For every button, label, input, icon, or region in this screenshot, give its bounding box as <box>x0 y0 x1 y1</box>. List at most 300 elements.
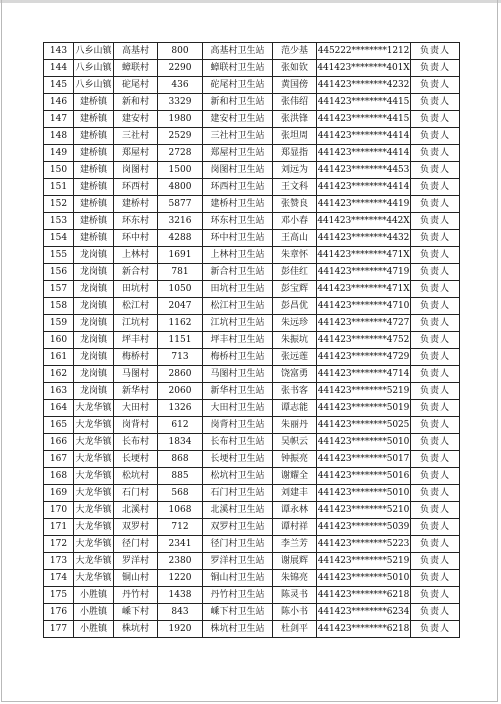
person-name-cell: 王高山 <box>273 230 317 247</box>
row-number: 166 <box>44 434 74 451</box>
role-cell: 负责人 <box>411 315 460 332</box>
population-cell: 1151 <box>158 332 203 349</box>
role-cell: 负责人 <box>411 77 460 94</box>
population-cell: 2860 <box>158 366 203 383</box>
village-cell: 丹竹村 <box>114 587 158 604</box>
village-cell: 建桥村 <box>114 196 158 213</box>
town-cell: 龙岗镇 <box>74 315 114 332</box>
table-row <box>44 230 460 247</box>
town-cell: 八乡山镇 <box>74 43 114 60</box>
town-cell: 八乡山镇 <box>74 60 114 77</box>
village-cell: 环东村 <box>114 213 158 230</box>
population-cell: 5877 <box>158 196 203 213</box>
table-row <box>44 553 460 570</box>
row-number: 148 <box>44 128 74 145</box>
village-cell: 大田村 <box>114 400 158 417</box>
row-number: 149 <box>44 145 74 162</box>
table-row <box>44 77 460 94</box>
clinic-name-cell: 新合村卫生站 <box>203 264 273 281</box>
population-cell: 3216 <box>158 213 203 230</box>
role-cell: 负责人 <box>411 213 460 230</box>
row-number: 175 <box>44 587 74 604</box>
clinic-name-cell: 坪丰村卫生站 <box>203 332 273 349</box>
id-number-cell: 441423********471X <box>317 247 411 264</box>
town-cell: 八乡山镇 <box>74 77 114 94</box>
village-cell: 长布村 <box>114 434 158 451</box>
population-cell: 612 <box>158 417 203 434</box>
village-cell: 松坑村 <box>114 468 158 485</box>
population-cell: 843 <box>158 604 203 621</box>
id-number-cell: 441423********5017 <box>317 451 411 468</box>
person-name-cell: 黄国傍 <box>273 77 317 94</box>
role-cell: 负责人 <box>411 264 460 281</box>
village-cell: 铜山村 <box>114 570 158 587</box>
table-row <box>44 502 460 519</box>
population-cell: 1220 <box>158 570 203 587</box>
id-number-cell: 445222********1212 <box>317 43 411 60</box>
village-cell: 新和村 <box>114 94 158 111</box>
role-cell: 负责人 <box>411 162 460 179</box>
village-cell: 双罗村 <box>114 519 158 536</box>
village-cell: 坪丰村 <box>114 332 158 349</box>
table-row <box>44 281 460 298</box>
person-name-cell: 郑显指 <box>273 145 317 162</box>
row-number: 165 <box>44 417 74 434</box>
row-number: 159 <box>44 315 74 332</box>
clinic-name-cell: 上林村卫生站 <box>203 247 273 264</box>
town-cell: 建桥镇 <box>74 94 114 111</box>
person-name-cell: 王文科 <box>273 179 317 196</box>
town-cell: 大龙华镇 <box>74 502 114 519</box>
role-cell: 负责人 <box>411 434 460 451</box>
row-number: 164 <box>44 400 74 417</box>
role-cell: 负责人 <box>411 43 460 60</box>
id-number-cell: 441423********6218 <box>317 587 411 604</box>
village-cell: 径门村 <box>114 536 158 553</box>
village-cell: 新合村 <box>114 264 158 281</box>
person-name-cell: 刘建丰 <box>273 485 317 502</box>
town-cell: 建桥镇 <box>74 196 114 213</box>
role-cell: 负责人 <box>411 332 460 349</box>
table-row <box>44 383 460 400</box>
village-cell: 北溪村 <box>114 502 158 519</box>
village-cell: 江坑村 <box>114 315 158 332</box>
row-number: 157 <box>44 281 74 298</box>
person-name-cell: 张如钦 <box>273 60 317 77</box>
table-row <box>44 179 460 196</box>
village-cell: 新华村 <box>114 383 158 400</box>
role-cell: 负责人 <box>411 400 460 417</box>
row-number: 144 <box>44 60 74 77</box>
town-cell: 大龙华镇 <box>74 451 114 468</box>
id-number-cell: 441423********4719 <box>317 264 411 281</box>
clinic-name-cell: 石门村卫生站 <box>203 485 273 502</box>
row-number: 145 <box>44 77 74 94</box>
town-cell: 建桥镇 <box>74 213 114 230</box>
village-cell: 环中村 <box>114 230 158 247</box>
population-cell: 2529 <box>158 128 203 145</box>
town-cell: 小胜镇 <box>74 587 114 604</box>
town-cell: 大龙华镇 <box>74 553 114 570</box>
table-row <box>44 604 460 621</box>
person-name-cell: 张坦周 <box>273 128 317 145</box>
person-name-cell: 谢展辉 <box>273 553 317 570</box>
roster-body <box>44 43 460 638</box>
town-cell: 大龙华镇 <box>74 417 114 434</box>
clinic-name-cell: 田坑村卫生站 <box>203 281 273 298</box>
clinic-name-cell: 环中村卫生站 <box>203 230 273 247</box>
clinic-name-cell: 株坑村卫生站 <box>203 621 273 638</box>
row-number: 163 <box>44 383 74 400</box>
town-cell: 小胜镇 <box>74 621 114 638</box>
role-cell: 负责人 <box>411 451 460 468</box>
clinic-name-cell: 松江村卫生站 <box>203 298 273 315</box>
role-cell: 负责人 <box>411 94 460 111</box>
person-name-cell: 钟振亮 <box>273 451 317 468</box>
population-cell: 1050 <box>158 281 203 298</box>
clinic-name-cell: 蟑联村卫生站 <box>203 60 273 77</box>
role-cell: 负责人 <box>411 366 460 383</box>
row-number: 151 <box>44 179 74 196</box>
table-row <box>44 162 460 179</box>
id-number-cell: 441423********5010 <box>317 485 411 502</box>
clinic-name-cell: 丹竹村卫生站 <box>203 587 273 604</box>
table-row <box>44 570 460 587</box>
row-number: 147 <box>44 111 74 128</box>
village-cell: 石门村 <box>114 485 158 502</box>
town-cell: 建桥镇 <box>74 128 114 145</box>
clinic-name-cell: 三社村卫生站 <box>203 128 273 145</box>
id-number-cell: 441423********5219 <box>317 553 411 570</box>
id-number-cell: 441423********4729 <box>317 349 411 366</box>
population-cell: 2380 <box>158 553 203 570</box>
clinic-name-cell: 罗洋村卫生站 <box>203 553 273 570</box>
town-cell: 龙岗镇 <box>74 247 114 264</box>
table-row <box>44 621 460 638</box>
row-number: 160 <box>44 332 74 349</box>
town-cell: 建桥镇 <box>74 145 114 162</box>
person-name-cell: 朱丽丹 <box>273 417 317 434</box>
person-name-cell: 朱远珍 <box>273 315 317 332</box>
person-name-cell: 杜剑平 <box>273 621 317 638</box>
village-cell: 砣尾村 <box>114 77 158 94</box>
person-name-cell: 张远莲 <box>273 349 317 366</box>
row-number: 167 <box>44 451 74 468</box>
row-number: 177 <box>44 621 74 638</box>
clinic-name-cell: 大田村卫生站 <box>203 400 273 417</box>
town-cell: 大龙华镇 <box>74 434 114 451</box>
id-number-cell: 441423********6218 <box>317 621 411 638</box>
clinic-name-cell: 砣尾村卫生站 <box>203 77 273 94</box>
town-cell: 大龙华镇 <box>74 485 114 502</box>
person-name-cell: 刘远为 <box>273 162 317 179</box>
clinic-name-cell: 建安村卫生站 <box>203 111 273 128</box>
id-number-cell: 441423********4415 <box>317 94 411 111</box>
population-cell: 1068 <box>158 502 203 519</box>
population-cell: 1834 <box>158 434 203 451</box>
id-number-cell: 441423********4419 <box>317 196 411 213</box>
table-row <box>44 451 460 468</box>
id-number-cell: 441423********4714 <box>317 366 411 383</box>
town-cell: 建桥镇 <box>74 179 114 196</box>
row-number: 155 <box>44 247 74 264</box>
clinic-name-cell: 北溪村卫生站 <box>203 502 273 519</box>
population-cell: 1162 <box>158 315 203 332</box>
id-number-cell: 441423********5010 <box>317 570 411 587</box>
clinic-name-cell: 梅桥村卫生站 <box>203 349 273 366</box>
village-cell: 岗图村 <box>114 162 158 179</box>
row-number: 176 <box>44 604 74 621</box>
table-row <box>44 434 460 451</box>
id-number-cell: 441423********5016 <box>317 468 411 485</box>
row-number: 150 <box>44 162 74 179</box>
person-name-cell: 饶富勇 <box>273 366 317 383</box>
person-name-cell: 邓小春 <box>273 213 317 230</box>
clinic-name-cell: 建桥村卫生站 <box>203 196 273 213</box>
clinic-name-cell: 岗背村卫生站 <box>203 417 273 434</box>
town-cell: 建桥镇 <box>74 230 114 247</box>
population-cell: 712 <box>158 519 203 536</box>
town-cell: 龙岗镇 <box>74 349 114 366</box>
role-cell: 负责人 <box>411 383 460 400</box>
clinic-name-cell: 长布村卫生站 <box>203 434 273 451</box>
id-number-cell: 441423********4414 <box>317 179 411 196</box>
role-cell: 负责人 <box>411 247 460 264</box>
role-cell: 负责人 <box>411 128 460 145</box>
person-name-cell: 吴帜云 <box>273 434 317 451</box>
village-cell: 嵊下村 <box>114 604 158 621</box>
table-row <box>44 213 460 230</box>
person-name-cell: 李兰芳 <box>273 536 317 553</box>
table-row <box>44 247 460 264</box>
village-cell: 长埂村 <box>114 451 158 468</box>
village-cell: 三社村 <box>114 128 158 145</box>
village-cell: 建安村 <box>114 111 158 128</box>
village-cell: 田坑村 <box>114 281 158 298</box>
clinic-name-cell: 松坑村卫生站 <box>203 468 273 485</box>
id-number-cell: 441423********5019 <box>317 400 411 417</box>
population-cell: 1326 <box>158 400 203 417</box>
id-number-cell: 441423********4232 <box>317 77 411 94</box>
clinic-name-cell: 径门村卫生站 <box>203 536 273 553</box>
person-name-cell: 朱锦亮 <box>273 570 317 587</box>
town-cell: 龙岗镇 <box>74 332 114 349</box>
person-name-cell: 张洪锋 <box>273 111 317 128</box>
row-number: 153 <box>44 213 74 230</box>
village-cell: 马图村 <box>114 366 158 383</box>
id-number-cell: 441423********401X <box>317 60 411 77</box>
clinic-name-cell: 新和村卫生站 <box>203 94 273 111</box>
id-number-cell: 441423********4727 <box>317 315 411 332</box>
row-number: 162 <box>44 366 74 383</box>
table-row <box>44 60 460 77</box>
role-cell: 负责人 <box>411 468 460 485</box>
village-cell: 岗背村 <box>114 417 158 434</box>
role-cell: 负责人 <box>411 604 460 621</box>
row-number: 170 <box>44 502 74 519</box>
person-name-cell: 范少基 <box>273 43 317 60</box>
row-number: 154 <box>44 230 74 247</box>
person-name-cell: 陈灵书 <box>273 587 317 604</box>
table-row <box>44 536 460 553</box>
role-cell: 负责人 <box>411 349 460 366</box>
population-cell: 1500 <box>158 162 203 179</box>
population-cell: 2728 <box>158 145 203 162</box>
town-cell: 建桥镇 <box>74 111 114 128</box>
role-cell: 负责人 <box>411 145 460 162</box>
table-row <box>44 587 460 604</box>
id-number-cell: 441423********4432 <box>317 230 411 247</box>
clinic-name-cell: 马图村卫生站 <box>203 366 273 383</box>
role-cell: 负责人 <box>411 230 460 247</box>
role-cell: 负责人 <box>411 60 460 77</box>
population-cell: 436 <box>158 77 203 94</box>
table-row <box>44 94 460 111</box>
clinic-name-cell: 郑屋村卫生站 <box>203 145 273 162</box>
town-cell: 大龙华镇 <box>74 536 114 553</box>
person-name-cell: 谭村祥 <box>273 519 317 536</box>
table-row <box>44 145 460 162</box>
clinic-name-cell: 江坑村卫生站 <box>203 315 273 332</box>
role-cell: 负责人 <box>411 519 460 536</box>
row-number: 171 <box>44 519 74 536</box>
id-number-cell: 441423********5025 <box>317 417 411 434</box>
population-cell: 4800 <box>158 179 203 196</box>
table-row <box>44 264 460 281</box>
row-number: 143 <box>44 43 74 60</box>
role-cell: 负责人 <box>411 587 460 604</box>
table-row <box>44 417 460 434</box>
person-name-cell: 谢耀全 <box>273 468 317 485</box>
town-cell: 大龙华镇 <box>74 400 114 417</box>
population-cell: 1920 <box>158 621 203 638</box>
row-number: 156 <box>44 264 74 281</box>
town-cell: 大龙华镇 <box>74 468 114 485</box>
role-cell: 负责人 <box>411 196 460 213</box>
population-cell: 2290 <box>158 60 203 77</box>
clinic-name-cell: 嵊下村卫生站 <box>203 604 273 621</box>
population-cell: 2341 <box>158 536 203 553</box>
person-name-cell: 陈小书 <box>273 604 317 621</box>
row-number: 158 <box>44 298 74 315</box>
person-name-cell: 彭宝辉 <box>273 281 317 298</box>
id-number-cell: 441423********5219 <box>317 383 411 400</box>
id-number-cell: 441423********471X <box>317 281 411 298</box>
clinic-name-cell: 长埂村卫生站 <box>203 451 273 468</box>
id-number-cell: 441423********6234 <box>317 604 411 621</box>
population-cell: 800 <box>158 43 203 60</box>
clinic-name-cell: 高基村卫生站 <box>203 43 273 60</box>
table-row <box>44 43 460 60</box>
town-cell: 建桥镇 <box>74 162 114 179</box>
population-cell: 568 <box>158 485 203 502</box>
row-number: 169 <box>44 485 74 502</box>
population-cell: 2060 <box>158 383 203 400</box>
role-cell: 负责人 <box>411 298 460 315</box>
person-name-cell: 朱振坑 <box>273 332 317 349</box>
id-number-cell: 441423********442X <box>317 213 411 230</box>
table-row <box>44 128 460 145</box>
clinic-name-cell: 双罗村卫生站 <box>203 519 273 536</box>
population-cell: 4288 <box>158 230 203 247</box>
table-row <box>44 349 460 366</box>
town-cell: 龙岗镇 <box>74 298 114 315</box>
village-cell: 蟑联村 <box>114 60 158 77</box>
person-name-cell: 彭佳红 <box>273 264 317 281</box>
table-row <box>44 519 460 536</box>
village-cell: 郑屋村 <box>114 145 158 162</box>
town-cell: 龙岗镇 <box>74 366 114 383</box>
row-number: 161 <box>44 349 74 366</box>
id-number-cell: 441423********4415 <box>317 111 411 128</box>
table-row <box>44 400 460 417</box>
clinic-name-cell: 岗图村卫生站 <box>203 162 273 179</box>
person-name-cell: 张书客 <box>273 383 317 400</box>
person-name-cell: 谭志能 <box>273 400 317 417</box>
id-number-cell: 441423********4453 <box>317 162 411 179</box>
role-cell: 负责人 <box>411 179 460 196</box>
id-number-cell: 441423********4710 <box>317 298 411 315</box>
row-number: 173 <box>44 553 74 570</box>
table-row <box>44 485 460 502</box>
clinic-name-cell: 环西村卫生站 <box>203 179 273 196</box>
village-cell: 上林村 <box>114 247 158 264</box>
town-cell: 龙岗镇 <box>74 264 114 281</box>
village-cell: 环西村 <box>114 179 158 196</box>
population-cell: 868 <box>158 451 203 468</box>
clinic-name-cell: 环东村卫生站 <box>203 213 273 230</box>
population-cell: 713 <box>158 349 203 366</box>
person-name-cell: 张赞良 <box>273 196 317 213</box>
role-cell: 负责人 <box>411 502 460 519</box>
id-number-cell: 441423********4752 <box>317 332 411 349</box>
village-cell: 株坑村 <box>114 621 158 638</box>
clinic-name-cell: 铜山村卫生站 <box>203 570 273 587</box>
role-cell: 负责人 <box>411 536 460 553</box>
id-number-cell: 441423********5039 <box>317 519 411 536</box>
id-number-cell: 441423********4414 <box>317 128 411 145</box>
table-row <box>44 315 460 332</box>
village-cell: 罗洋村 <box>114 553 158 570</box>
table-row <box>44 196 460 213</box>
clinic-name-cell: 新华村卫生站 <box>203 383 273 400</box>
role-cell: 负责人 <box>411 111 460 128</box>
id-number-cell: 441423********5010 <box>317 434 411 451</box>
table-row <box>44 468 460 485</box>
role-cell: 负责人 <box>411 281 460 298</box>
town-cell: 龙岗镇 <box>74 281 114 298</box>
id-number-cell: 441423********5223 <box>317 536 411 553</box>
role-cell: 负责人 <box>411 621 460 638</box>
id-number-cell: 441423********4414 <box>317 145 411 162</box>
person-name-cell: 谭永林 <box>273 502 317 519</box>
town-cell: 龙岗镇 <box>74 383 114 400</box>
population-cell: 1438 <box>158 587 203 604</box>
population-cell: 781 <box>158 264 203 281</box>
population-cell: 885 <box>158 468 203 485</box>
table-row <box>44 298 460 315</box>
row-number: 146 <box>44 94 74 111</box>
town-cell: 小胜镇 <box>74 604 114 621</box>
table-row <box>44 332 460 349</box>
village-cell: 梅桥村 <box>114 349 158 366</box>
row-number: 174 <box>44 570 74 587</box>
person-name-cell: 张伟绍 <box>273 94 317 111</box>
clinic-roster-table <box>43 42 460 638</box>
role-cell: 负责人 <box>411 485 460 502</box>
town-cell: 大龙华镇 <box>74 519 114 536</box>
role-cell: 负责人 <box>411 417 460 434</box>
